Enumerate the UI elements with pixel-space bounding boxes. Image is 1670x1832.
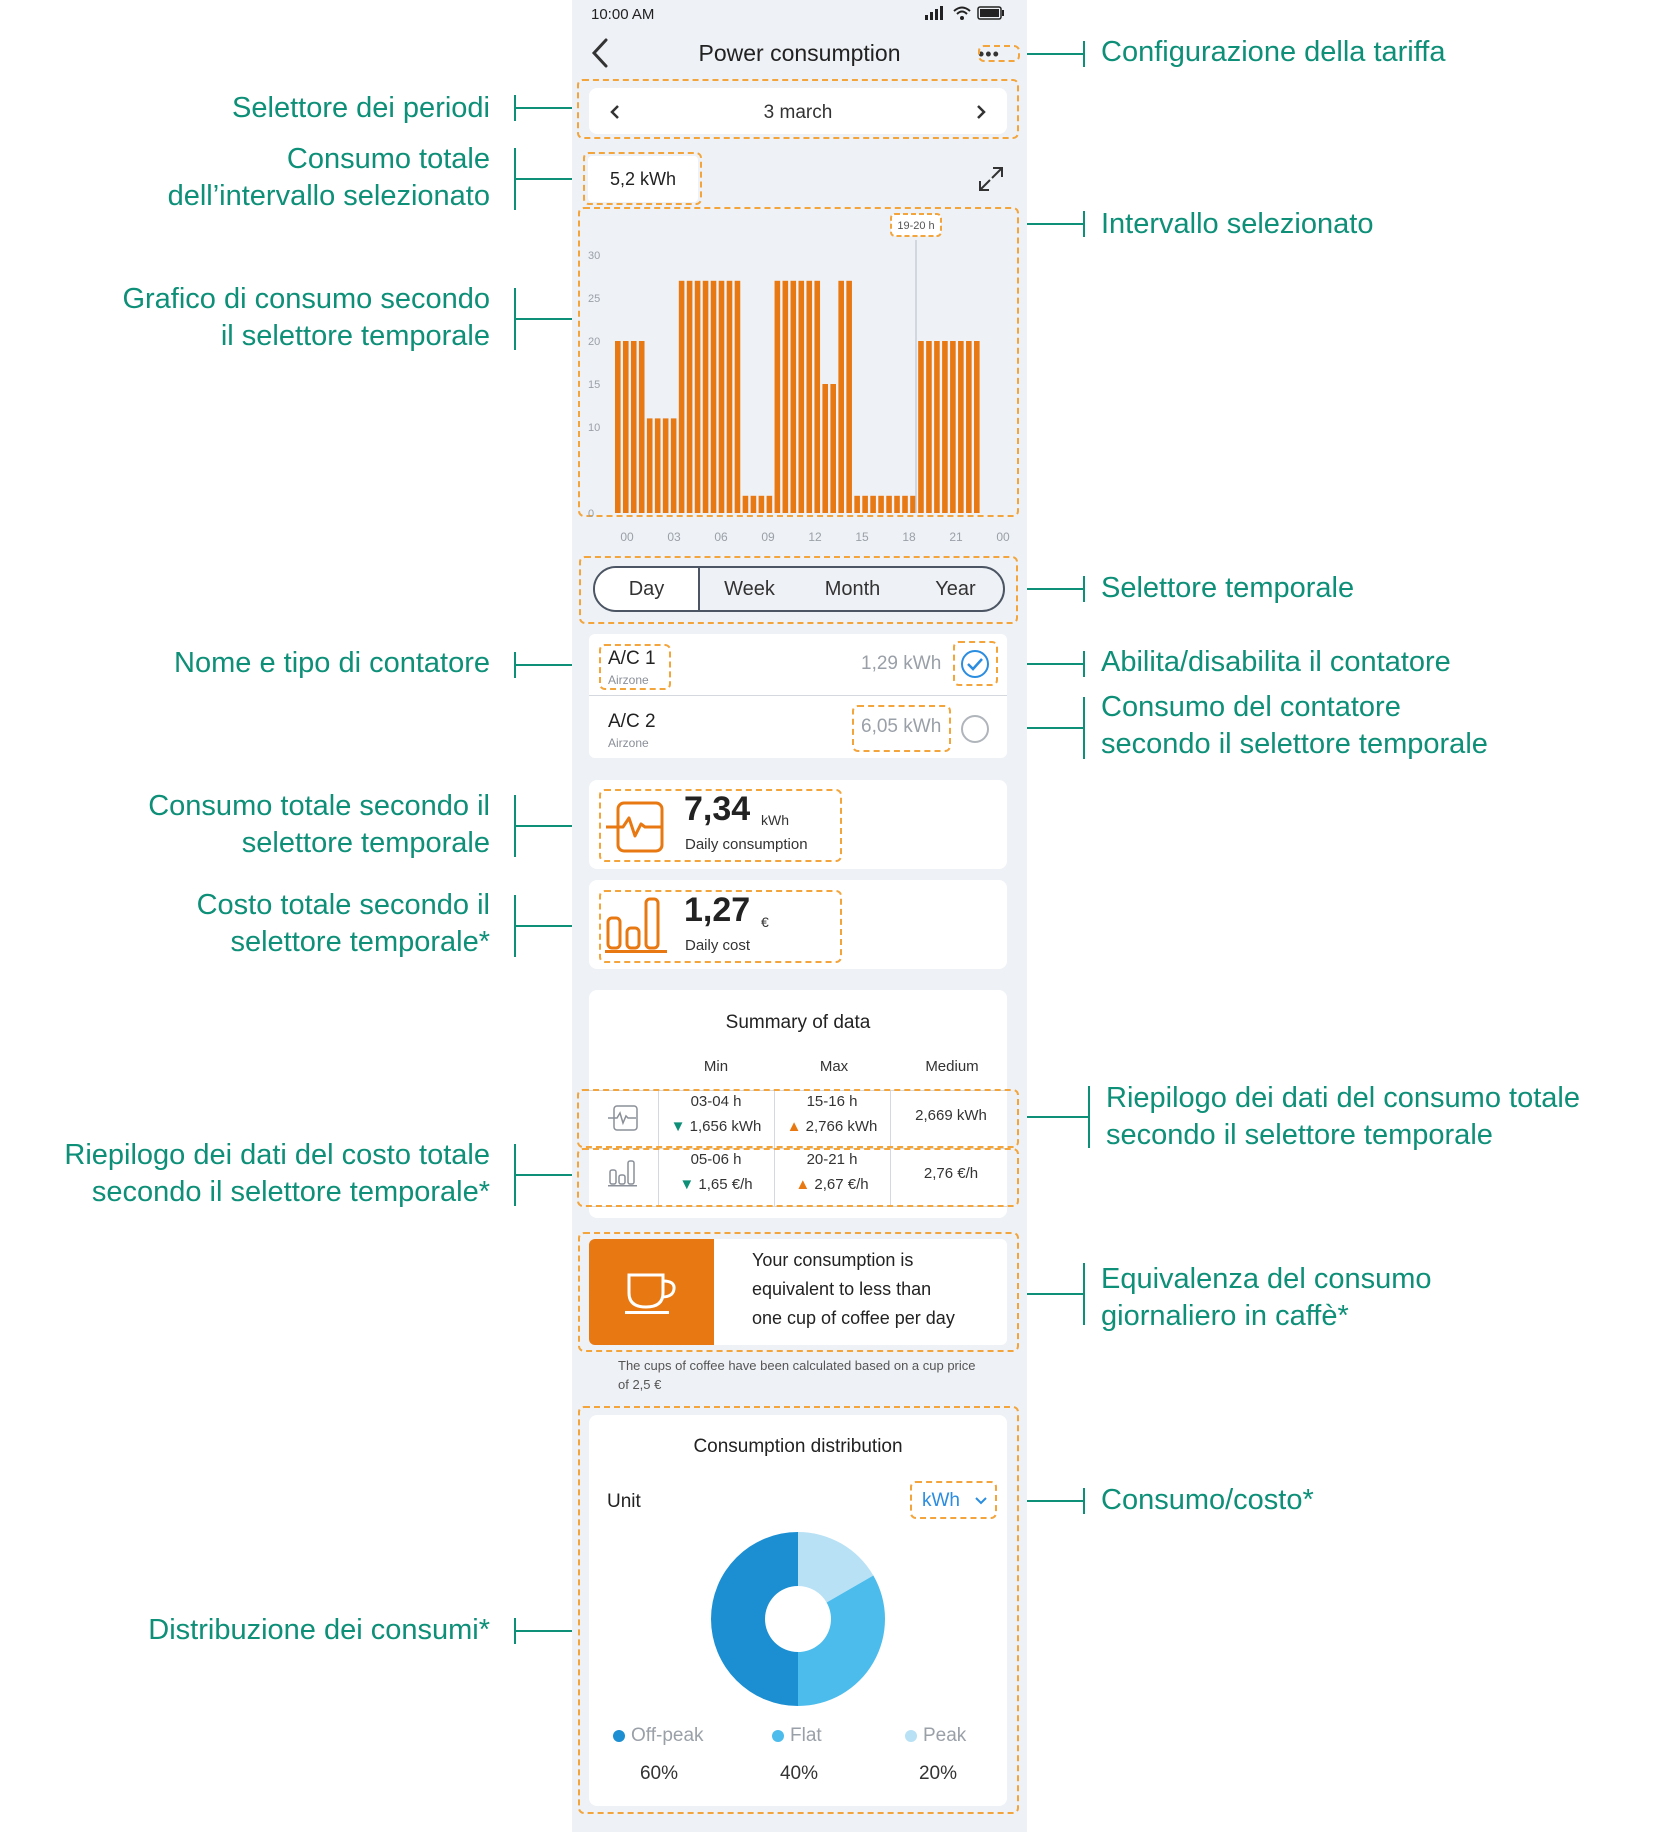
chart-bar	[870, 496, 876, 513]
y-tick-label: 25	[588, 293, 601, 305]
chart-bar	[791, 281, 797, 513]
y-tick-label: 30	[588, 250, 601, 262]
connector-line	[514, 1174, 580, 1176]
legend-label: Peak	[923, 1725, 967, 1746]
time-option-day[interactable]: Day	[595, 568, 700, 610]
legend-label: Off-peak	[631, 1725, 704, 1746]
connector-line	[514, 148, 516, 210]
legend-offpeak	[613, 1725, 704, 1747]
x-tick-label: 15	[855, 530, 869, 544]
summary-cost-min-time: 05-06 h	[690, 1151, 742, 1168]
selected-interval-label: 19-20 h	[897, 220, 935, 232]
chart-bar	[830, 384, 836, 513]
chart-bar	[751, 496, 757, 513]
legend-dot-icon	[772, 1730, 784, 1742]
period-date: 3 march	[763, 102, 833, 123]
status-icons	[925, 6, 1005, 20]
meter-2-value: 6,05 kWh	[861, 716, 942, 737]
chart-bar	[918, 341, 924, 513]
coffee-text-line: one cup of coffee per day	[752, 1308, 955, 1328]
chart-bar	[679, 281, 685, 513]
chart-bar	[806, 281, 812, 513]
annotation-line: giornaliero in caffè*	[1101, 1300, 1349, 1332]
consumption-unit: kWh	[761, 812, 789, 828]
connector-line	[1020, 53, 1084, 55]
connector-line	[1083, 41, 1085, 67]
legend-label: Flat	[790, 1725, 822, 1746]
annotation-line: Consumo totale	[286, 143, 490, 175]
chart-bar	[743, 496, 749, 513]
cost-caption: Daily cost	[685, 937, 751, 954]
coffee-text-line: Your consumption is	[752, 1250, 914, 1270]
chart-bar	[759, 496, 765, 513]
distribution-title: Consumption distribution	[693, 1436, 903, 1457]
annotation-line: il selettore temporale	[220, 320, 490, 352]
meter-2-checkbox-icon[interactable]	[960, 714, 990, 744]
meter-2-name: A/C 2	[608, 711, 656, 732]
chart-bar	[703, 281, 709, 513]
app-header	[572, 28, 1027, 78]
chart-bar	[671, 418, 677, 513]
status-time: 10:00 AM	[591, 6, 655, 23]
distribution-donut-chart	[711, 1532, 885, 1706]
battery-icon	[977, 6, 1005, 20]
annotation-meter-name: Nome e tipo di contatore	[174, 647, 490, 679]
annotation-coffee	[1101, 1261, 1431, 1335]
legend-peak	[905, 1725, 966, 1747]
connector-line	[514, 895, 516, 957]
connector-line	[514, 107, 580, 109]
chart-bar	[958, 341, 964, 513]
chart-bar	[974, 341, 980, 513]
chart-bar	[799, 281, 805, 513]
chart-bar	[727, 281, 733, 513]
annotation-line: selettore temporale	[241, 827, 490, 859]
cost-bars-icon	[605, 894, 667, 954]
next-period-icon[interactable]	[969, 98, 993, 126]
connector-line	[514, 1630, 580, 1632]
annotation-line: Costo totale secondo il	[196, 889, 490, 921]
annotation-total-cost	[197, 887, 490, 961]
y-tick-label: 15	[588, 379, 601, 391]
chart-bar	[862, 496, 868, 513]
highlight-summary-cost	[577, 1148, 1019, 1207]
legend-dot-icon	[905, 1730, 917, 1742]
more-options-button[interactable]: •••	[978, 44, 1000, 64]
chart-bar	[886, 496, 892, 513]
x-tick-label: 03	[667, 530, 681, 544]
summary-consumption-medium: 2,669 kWh	[915, 1107, 987, 1124]
consumption-caption: Daily consumption	[685, 836, 808, 853]
annotation-time-selector: Selettore temporale	[1101, 572, 1355, 604]
summary-cost-medium: 2,76 €/h	[923, 1165, 979, 1182]
x-tick-label: 12	[808, 530, 822, 544]
annotation-line: Riepilogo dei dati del consumo totale	[1106, 1082, 1580, 1114]
annotation-line: dell’intervallo selezionato	[167, 180, 490, 212]
wifi-icon	[953, 6, 971, 20]
chart-bar	[623, 341, 629, 513]
chart-bar	[950, 341, 956, 513]
period-selector	[589, 88, 1007, 134]
x-tick-label: 00	[996, 530, 1010, 544]
annotation-distribution: Distribuzione dei consumi*	[148, 1614, 490, 1646]
coffee-text-line: equivalent to less than	[752, 1279, 932, 1299]
time-selector	[593, 566, 1005, 612]
annotation-line: secondo il selettore temporale	[1106, 1119, 1493, 1151]
legend-dot-icon	[613, 1730, 625, 1742]
chart-bar	[615, 341, 621, 513]
summary-header-min: Min	[703, 1058, 729, 1075]
chart-bar	[838, 281, 844, 513]
chart-bar	[902, 496, 908, 513]
annotation-line: Consumo del contatore	[1101, 691, 1401, 723]
summary-cell-text: 2,766 kWh	[805, 1118, 878, 1135]
chart-bar	[767, 496, 773, 513]
annotation-unit-toggle: Consumo/costo*	[1101, 1484, 1314, 1516]
annotation-line: Equivalenza del consumo	[1101, 1263, 1432, 1295]
annotation-selected-interval: Intervallo selezionato	[1101, 208, 1374, 240]
coffee-footnote: The cups of coffee have been calculated based on a cup price of 2,5 €	[618, 1358, 976, 1392]
consumption-pulse-icon	[605, 800, 665, 854]
chart-bar	[663, 418, 669, 513]
highlight-coffee	[578, 1232, 1019, 1352]
chart-bar	[655, 418, 661, 513]
page-title: Power consumption	[698, 40, 901, 66]
y-tick-label: 20	[588, 336, 601, 348]
annotation-summary-consumption	[1106, 1080, 1580, 1154]
summary-consumption-min-time: 03-04 h	[690, 1093, 742, 1110]
connector-line	[514, 1618, 516, 1644]
donut-slice-flat	[798, 1576, 885, 1707]
chart-bar	[735, 281, 741, 513]
donut-slice-off-peak	[711, 1532, 798, 1706]
highlight-unit-select	[910, 1481, 997, 1519]
highlight-meter-name	[599, 644, 671, 690]
chart-bar	[647, 418, 653, 513]
chart-bar	[711, 281, 717, 513]
consumption-bar-chart[interactable]	[578, 210, 1019, 550]
annotation-period-selector: Selettore dei periodi	[232, 92, 490, 124]
legend-flat-percent: 40%	[779, 1763, 819, 1784]
annotation-line: Grafico di consumo secondo	[122, 283, 490, 315]
chart-bar	[814, 281, 820, 513]
connector-line	[514, 318, 580, 320]
connector-line	[1083, 576, 1085, 602]
chart-bar	[719, 281, 725, 513]
arrow-up-icon: ▲	[786, 1118, 802, 1135]
cost-unit: €	[761, 914, 769, 930]
annotation-line: Consumo totale secondo il	[148, 790, 490, 822]
consumption-value: 7,34	[684, 790, 751, 828]
connector-line	[1019, 588, 1084, 590]
meter-1-name: A/C 1	[608, 648, 656, 669]
chart-bar	[695, 281, 701, 513]
connector-line	[1083, 1488, 1085, 1514]
total-interval-value: 5,2 kWh	[588, 156, 698, 202]
summary-header-max: Max	[819, 1058, 849, 1075]
annotation-summary-cost	[64, 1137, 490, 1211]
connector-line	[1083, 211, 1085, 237]
signal-icon	[925, 6, 947, 20]
chart-bar	[934, 341, 940, 513]
summary-header-medium: Medium	[925, 1058, 979, 1075]
x-tick-label: 18	[902, 530, 916, 544]
chart-bar	[942, 341, 948, 513]
x-tick-label: 21	[949, 530, 963, 544]
time-option-year[interactable]: Year	[935, 578, 976, 600]
connector-line	[1019, 1293, 1084, 1295]
connector-line	[514, 652, 516, 678]
y-tick-label: 0	[588, 508, 595, 520]
highlight-meter-consumption	[852, 705, 951, 752]
summary-consumption-max-time: 15-16 h	[806, 1093, 858, 1110]
summary-title: Summary of data	[725, 1012, 871, 1033]
chart-bar	[894, 496, 900, 513]
annotation-line: secondo il selettore temporale*	[91, 1176, 490, 1208]
meter-2-type: Airzone	[608, 736, 649, 750]
connector-line	[514, 795, 516, 857]
connector-line	[1088, 1086, 1090, 1148]
annotation-chart	[122, 281, 490, 355]
annotation-total-consumption	[148, 788, 490, 862]
x-tick-label: 06	[714, 530, 728, 544]
chart-bar	[783, 281, 789, 513]
summary-cell-text: 1,656 kWh	[689, 1118, 762, 1135]
meter-1-value: 1,29 kWh	[861, 653, 942, 674]
connector-line	[514, 95, 516, 121]
chart-bar	[878, 496, 884, 513]
arrow-down-icon: ▼	[679, 1176, 695, 1193]
connector-line	[1083, 651, 1085, 677]
annotation-tariff: Configurazione della tariffa	[1101, 36, 1446, 68]
summary-cell-text: 1,65 €/h	[698, 1176, 753, 1193]
meter-1-type: Airzone	[608, 673, 649, 687]
chart-bar	[822, 384, 828, 513]
connector-line	[1019, 1116, 1089, 1118]
annotation-total-interval	[168, 141, 490, 215]
summary-cell-text: 2,67 €/h	[814, 1176, 869, 1193]
unit-label: Unit	[607, 1491, 641, 1512]
highlight-total-interval	[583, 152, 702, 205]
time-option-week[interactable]: Week	[724, 578, 775, 600]
chart-bar	[854, 496, 860, 513]
chart-bar	[846, 281, 852, 513]
annotation-meter-consumption	[1101, 689, 1488, 763]
chart-bar	[775, 281, 781, 513]
chart-bar	[639, 341, 645, 513]
connector-line	[514, 288, 516, 350]
summary-cost-max-time: 20-21 h	[806, 1151, 858, 1168]
y-tick-label: 10	[588, 422, 601, 434]
highlight-tariff	[978, 45, 1020, 62]
annotation-line: Riepilogo dei dati del costo totale	[64, 1139, 490, 1171]
legend-flat	[772, 1725, 822, 1747]
cost-value: 1,27	[684, 891, 751, 929]
status-bar	[572, 0, 1027, 28]
connector-line	[1083, 1263, 1085, 1325]
chart-bar	[910, 496, 916, 513]
highlight-meter-toggle	[953, 641, 998, 686]
chart-bar	[631, 341, 637, 513]
annotation-line: selettore temporale*	[230, 926, 490, 958]
x-tick-label: 09	[761, 530, 775, 544]
time-option-month[interactable]: Month	[824, 578, 881, 600]
meter-divider	[589, 695, 1007, 696]
annotation-meter-toggle: Abilita/disabilita il contatore	[1101, 646, 1451, 678]
arrow-down-icon: ▼	[670, 1118, 686, 1135]
x-tick-label: 00	[620, 530, 634, 544]
unit-select-value: kWh	[922, 1490, 960, 1511]
highlight-summary-consumption	[577, 1089, 1019, 1148]
arrow-up-icon: ▲	[795, 1176, 811, 1193]
legend-peak-percent: 20%	[918, 1763, 958, 1784]
connector-line	[514, 1144, 516, 1206]
expand-icon[interactable]	[976, 164, 1006, 194]
chart-bar	[687, 281, 693, 513]
legend-offpeak-percent: 60%	[639, 1763, 679, 1784]
chart-bar	[966, 341, 972, 513]
connector-line	[1083, 697, 1085, 759]
chart-bar	[926, 341, 932, 513]
annotation-line: secondo il selettore temporale	[1101, 728, 1488, 760]
